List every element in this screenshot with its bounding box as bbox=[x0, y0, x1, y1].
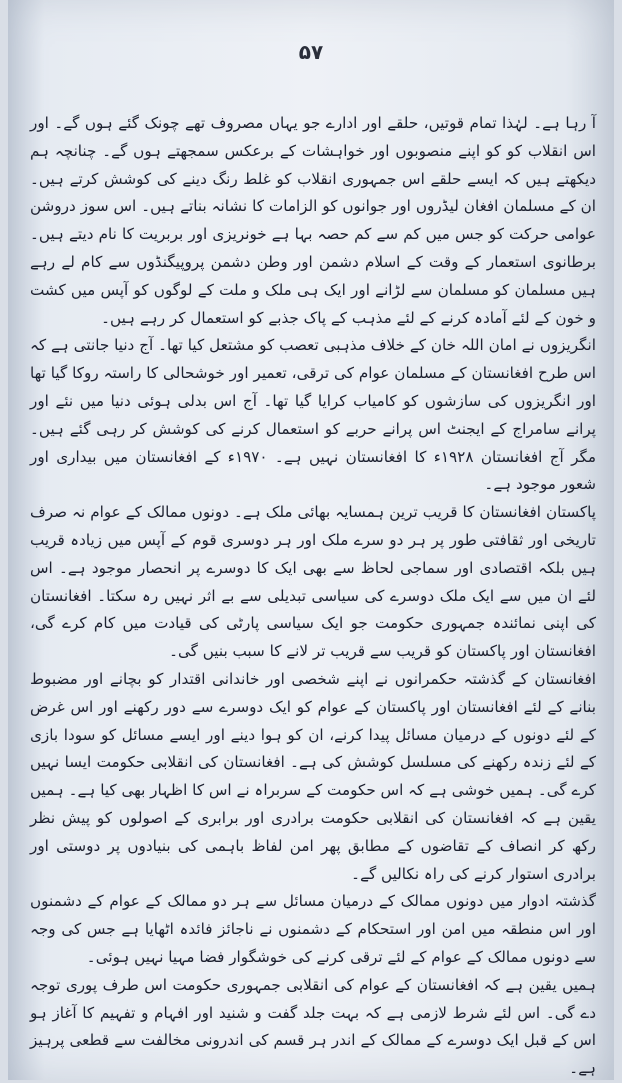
page-number: ۵۷ bbox=[298, 40, 324, 64]
paragraph-3: پاکستان افغانستان کا قریب ترین ہمسایہ بھائی ملک ہے۔ دونوں ممالک کے عوام نہ صرف تاریخی اور ثقافتی طور پر ہر دو سرے ملک اور ہر دوسری قوم کے آپس میں زیادہ قریب ہیں بلکہ اقتصادی اور سماجی لحاظ سے بھی ایک کا دوسرے پر انحصار موجود ہے۔ اس لئے ان میں سے ایک ملک دوسرے کی سیاسی تبدیلی سے بے اثر نہیں رہ سکتا۔ افغانستان کی اپنی نمائندہ جمہوری حکومت جو ایک سیاسی پارٹی کی قیادت میں کام کرے گی، افغانستان اور پاکستان کو قریب سے قریب تر لانے کا سبب بنیں گی۔ bbox=[30, 503, 596, 661]
paragraph-2: انگریزوں نے امان اللہ خان کے خلاف مذہبی تعصب کو مشتعل کیا تھا۔ آج دنیا جانتی ہے کہ اس طرح افغانستان کے مسلمان عوام کی ترقی، تعمیر اور خوشحالی کا راستہ روکا گیا تھا اور انگریزوں کی سازشوں کو کامیاب کرایا گیا تھا۔ آج اس بدلی ہوئی دنیا میں نئے اور پرانے سامراج کے ایجنٹ اس پرانے حربے کو استعمال کرنے کی کوشش کر رہی گئے ہیں۔ مگر آج افغانستان ۱۹۲۸ء کا افغانستان نہیں ہے۔ ۱۹۷۰ء کے افغانستان میں بیداری اور شعور موجود ہے۔ bbox=[30, 336, 597, 494]
document-page bbox=[8, 0, 614, 1080]
paragraph-4: افغانستان کے گذشتہ حکمرانوں نے اپنے شخصی اور خاندانی اقتدار کو بچانے اور مضبوط بنانے کے لئے افغانستان اور پاکستان کے عوام کو ایک دوسرے سے دور رکھنے اور اس غرض کے لئے دونوں کے درمیان مسائل پیدا کرنے، ان کو ہوا دینے اور ایسے مسائل کو سودا بازی کے لئے زندہ رکھنے کی مسلسل کوشش کی ہے۔ افغانستان کی انقلابی حکومت ایسا نہیں کرے گی۔ ہمیں خوشی ہے کہ اس حکومت کے سربراہ نے اس کا اظہار بھی کیا ہے۔ ہمیں یقین ہے کہ افغانستان کی انقلابی حکومت برادری اور برابری کے اصولوں کو پیش نظر رکھ کر انصاف کے تقاضوں کے مطابق پھر امن لفاظ باہمی کی بنیادوں پر دوستی اور برادری استوار کرنے کی راہ نکالیں گے۔ bbox=[30, 669, 596, 883]
paragraph-1: آ رہا ہے۔ لہٰذا تمام قوتیں، حلقے اور ادارے جو یہاں مصروف تھے چونک گئے ہوں گے۔ اور اس انقلاب کو کو اپنے منصوبوں اور خواہشات کے برعکس سمجھتے ہوں گے۔ چنانچہ ہم دیکھتے ہیں کہ ایسے حلقے اس جمہوری انقلاب کو غلط رنگ دینے کی کوشش کرتے ہیں۔ ان کے مسلمان افغان لیڈروں اور جوانوں کو الزامات کا نشانہ بناتے ہیں۔ اس سوز دروشن عوامی حرکت کو جس میں کم سے کم حصہ بہا ہے خونریزی اور بربریت کا نام دیتے ہیں۔ برطانوی استعمار کے وقت کے اسلام دشمن اور وطن دشمن پروپیگنڈوں سے کام لے رہے ہیں مسلمان کو مسلمان سے لڑانے اور ایک ہی ملک و ملت کے لوگوں کو آپس میں کشت و خون کے لئے آمادہ کرنے کے لئے مذہب کے پاک جذبے کو استعمال کر رہے ہیں۔ bbox=[30, 114, 596, 327]
paragraph-5: گذشتہ ادوار میں دونوں ممالک کے درمیان مسائل سے ہر دو ممالک کے عوام کے دشمنوں اور اس منطقہ میں امن اور استحکام کے دشمنوں نے ناجائز فائدہ اٹھایا ہے جس کی وجہ سے دونوں ممالک کے عوام کے لئے ترقی کرنے کی خوشگوار فضا مہیا نہیں ہوئی۔ bbox=[30, 892, 596, 966]
body-text bbox=[30, 110, 596, 1083]
paragraph-6: ہمیں یقین ہے کہ افغانستان کے عوام کی انقلابی جمہوری حکومت اس طرف پوری توجہ دے گی۔ اس لئے شرط لازمی ہے کہ بہت جلد گفت و شنید اور افہام و تفہیم کا آغاز ہو اس کے قبل ایک دوسرے کے ممالک کے اندر ہر قسم کی اندرونی مخالفت سے قطعی پرہیز ہے۔ bbox=[30, 975, 596, 1078]
